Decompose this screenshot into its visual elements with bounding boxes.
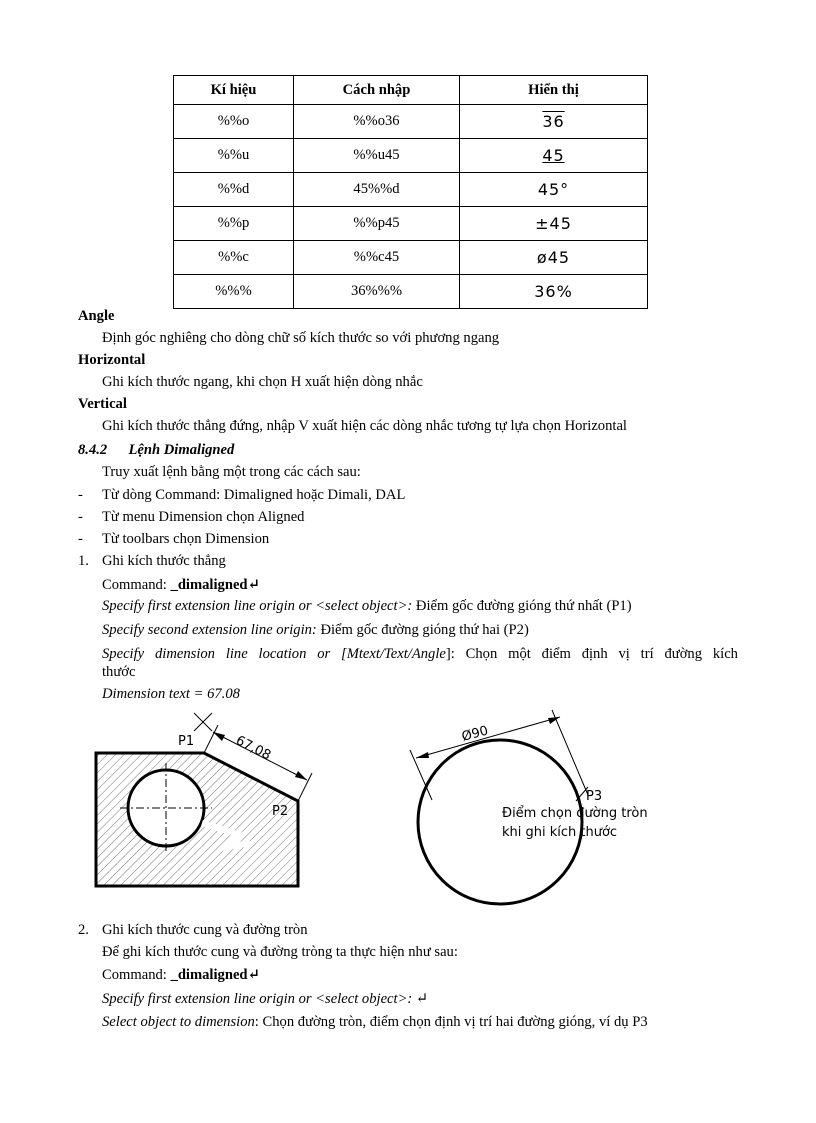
horizontal-title: Horizontal xyxy=(78,352,146,368)
vertical-text: Ghi kích thước thẳng đứng, nhập V xuất hiện các dòng nhắc tương tự lựa chọn Horizontal xyxy=(102,418,627,434)
enter-icon: ↵ xyxy=(247,967,260,983)
bullet-item: Từ dòng Command: Dimaligned hoặc Dimali, DAL xyxy=(102,487,406,503)
vertical-title: Vertical xyxy=(78,396,127,412)
prompt-italic: Specify first extension line origin or <select object>: xyxy=(102,598,413,614)
step1-command xyxy=(102,576,260,594)
command-name: _dimaligned xyxy=(170,967,248,983)
left-dimension-label: 67,08 xyxy=(233,733,274,764)
circle-note-line1: Điểm chọn đường tròn xyxy=(502,806,648,821)
header-input: Cách nhập xyxy=(294,76,460,105)
p3-label: P3 xyxy=(586,789,603,804)
right-circle-drawing xyxy=(410,710,648,904)
circle-note-line2: khi ghi kích thước xyxy=(502,825,618,840)
display-underline: 45 xyxy=(542,145,565,165)
step1-line1 xyxy=(102,598,632,615)
dimension-figure xyxy=(80,705,680,910)
row-display xyxy=(460,139,648,173)
table-row xyxy=(174,173,648,207)
p2-label: P2 xyxy=(272,804,289,819)
horizontal-text: Ghi kích thước ngang, khi chọn H xuất hiện dòng nhắc xyxy=(102,374,423,390)
header-display: Hiển thị xyxy=(460,76,648,105)
prompt-italic: Specify dimension line location or [Mtext/Text/Angle xyxy=(102,646,446,662)
section-number: 8.4.2 xyxy=(78,442,108,458)
display-overline: 36 xyxy=(542,111,565,131)
step2-intro: Để ghi kích thước cung và đường tròng ta thực hiện như sau: xyxy=(102,944,458,960)
step2-number: 2. xyxy=(78,922,89,938)
p1-label: P1 xyxy=(178,734,195,749)
step2-line2 xyxy=(102,1014,648,1031)
step2-title: Ghi kích thước cung và đường tròn xyxy=(102,922,308,938)
prompt-text: : Chọn một điểm định vị trí đường kích xyxy=(450,646,738,662)
step1-line2 xyxy=(102,622,529,639)
prompt-text: Điểm gốc đường gióng thứ nhất (P1) xyxy=(412,598,632,614)
table-row xyxy=(174,241,648,275)
row-display xyxy=(460,173,648,207)
step1-line3 xyxy=(102,646,738,663)
prompt-text: : Chọn đường tròn, điểm chọn định vị trí hai đường gióng, ví dụ P3 xyxy=(254,1014,648,1030)
right-dimension-label: Ø90 xyxy=(460,723,490,745)
left-part-drawing xyxy=(96,713,312,886)
row-input: %%o36 xyxy=(294,105,460,139)
angle-text: Định góc nghiêng cho dòng chữ số kích thước so với phương ngang xyxy=(102,330,500,346)
table-row xyxy=(174,105,648,139)
row-code: %%% xyxy=(174,275,294,309)
display-percent: 36% xyxy=(534,281,573,301)
row-input: 36%%% xyxy=(294,275,460,309)
row-code: %%c xyxy=(174,241,294,275)
row-display xyxy=(460,275,648,309)
bullet-dash: - xyxy=(78,531,83,547)
angle-title: Angle xyxy=(78,308,115,324)
row-display xyxy=(460,241,648,275)
bullet-item: Từ toolbars chọn Dimension xyxy=(102,531,270,547)
row-input: %%u45 xyxy=(294,139,460,173)
row-input: 45%%d xyxy=(294,173,460,207)
step1-line4: Dimension text = 67.08 xyxy=(102,686,240,702)
symbol-table xyxy=(173,75,648,309)
step1-number: 1. xyxy=(78,553,89,569)
command-name: _dimaligned xyxy=(170,577,248,593)
display-plusminus: ±45 xyxy=(535,213,572,233)
row-display xyxy=(460,105,648,139)
command-prefix: Command: xyxy=(102,577,171,593)
row-input: %%p45 xyxy=(294,207,460,241)
table-row xyxy=(174,275,648,309)
command-prefix: Command: xyxy=(102,967,171,983)
step2-line1 xyxy=(102,990,428,1008)
display-diameter: ø45 xyxy=(536,247,571,267)
enter-icon: ↵ xyxy=(412,991,429,1007)
row-code: %%p xyxy=(174,207,294,241)
row-display xyxy=(460,207,648,241)
intro-text: Truy xuất lệnh bằng một trong các cách sau: xyxy=(102,464,361,480)
bullet-dash: - xyxy=(78,509,83,525)
row-code: %%o xyxy=(174,105,294,139)
header-symbol: Kí hiệu xyxy=(174,76,294,105)
prompt-italic: Specify first extension line origin or <select object>: xyxy=(102,991,413,1007)
row-code: %%d xyxy=(174,173,294,207)
table-row xyxy=(174,207,648,241)
table-header-row xyxy=(174,76,648,105)
bullet-dash: - xyxy=(78,487,83,503)
step1-line3-cont: thước xyxy=(102,664,136,680)
table-row xyxy=(174,139,648,173)
section-title: Lệnh Dimaligned xyxy=(128,442,235,458)
prompt-text: Điểm gốc đường gióng thứ hai (P2) xyxy=(316,622,529,638)
bullet-item: Từ menu Dimension chọn Aligned xyxy=(102,509,305,525)
prompt-italic: Specify second extension line origin: xyxy=(102,622,317,638)
prompt-italic: Select object to dimension xyxy=(102,1014,255,1030)
row-input: %%c45 xyxy=(294,241,460,275)
prompt-bracket: ] xyxy=(445,646,451,662)
section-heading xyxy=(78,442,234,459)
row-code: %%u xyxy=(174,139,294,173)
display-degree: 45° xyxy=(537,179,570,199)
step1-title: Ghi kích thước thẳng xyxy=(102,553,226,569)
step2-command xyxy=(102,966,260,984)
enter-icon: ↵ xyxy=(247,577,260,593)
